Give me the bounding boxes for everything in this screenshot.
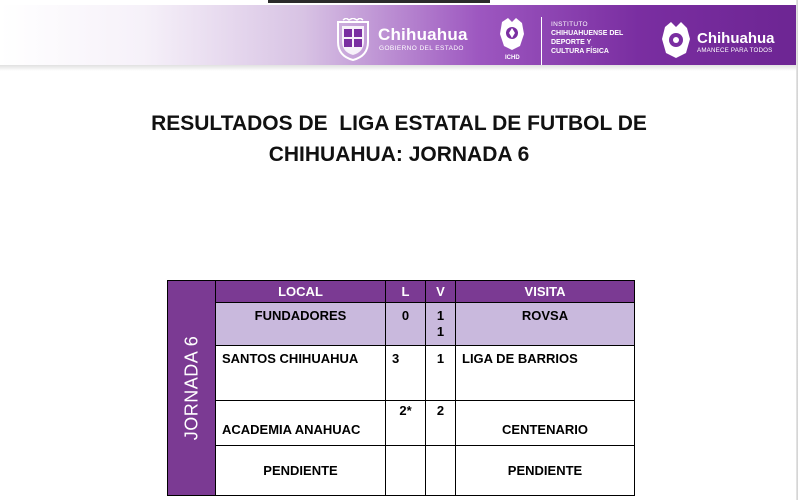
local-team: SANTOS CHIHUAHUA bbox=[216, 346, 386, 401]
ichd-abbreviation: ICHD bbox=[505, 55, 520, 61]
visitor-score bbox=[426, 303, 456, 346]
table-row bbox=[168, 346, 635, 401]
institute-line-4: CULTURA FÍSICA bbox=[551, 48, 609, 55]
visitor-team: PENDIENTE bbox=[456, 446, 635, 496]
local-score: 2* bbox=[386, 401, 426, 446]
page-title bbox=[0, 108, 798, 170]
visitor-score: 2 bbox=[426, 401, 456, 446]
brand-subtitle: GOBIERNO DEL ESTADO bbox=[379, 45, 464, 52]
table-row bbox=[168, 401, 635, 446]
institute-line-2: CHIHUAHUENSE DEL bbox=[551, 30, 624, 37]
header-shadow bbox=[0, 65, 798, 71]
page-title-line-2: CHIHUAHUA: JORNADA 6 bbox=[268, 143, 530, 166]
visitor-team: CENTENARIO bbox=[456, 401, 635, 446]
page-title-line-1: RESULTADOS DE LIGA ESTATAL DE FUTBOL DE bbox=[151, 112, 647, 135]
institute-line-1: INSTITUTO bbox=[551, 21, 588, 28]
local-score bbox=[386, 446, 426, 496]
header-v: V bbox=[426, 281, 456, 303]
window-top-tab bbox=[268, 0, 490, 3]
jornada-side-label-text: JORNADA 6 bbox=[181, 335, 201, 441]
local-team: PENDIENTE bbox=[216, 446, 386, 496]
local-score: 0 bbox=[386, 303, 426, 346]
brand2-name: Chihuahua bbox=[697, 30, 775, 47]
table-row bbox=[168, 446, 635, 496]
ichd-logo-icon bbox=[498, 16, 526, 52]
table-header-row bbox=[168, 281, 635, 303]
table-row bbox=[168, 303, 635, 346]
header-visita: VISITA bbox=[456, 281, 635, 303]
institute-name bbox=[551, 20, 623, 56]
visitor-score: 1 bbox=[426, 346, 456, 401]
local-team: FUNDADORES bbox=[216, 303, 386, 346]
brand2-subtitle: AMANECE PARA TODOS bbox=[697, 47, 773, 54]
visitor-team: ROVSA bbox=[456, 303, 635, 346]
visitor-score-line-2: 1 bbox=[436, 324, 445, 339]
header-divider bbox=[541, 17, 542, 65]
brand-name: Chihuahua bbox=[378, 25, 468, 44]
visitor-score-line-1: 1 bbox=[436, 308, 445, 323]
local-score: 3 bbox=[386, 346, 426, 401]
jornada-side-label bbox=[168, 281, 216, 496]
chihuahua-amanece-logo-icon bbox=[659, 19, 693, 61]
visitor-team: LIGA DE BARRIOS bbox=[456, 346, 635, 401]
results-table bbox=[167, 280, 635, 496]
header-banner bbox=[0, 5, 798, 65]
state-crest-icon bbox=[334, 18, 372, 62]
header-l: L bbox=[386, 281, 426, 303]
visitor-score bbox=[426, 446, 456, 496]
institute-line-3: DEPORTE Y bbox=[551, 39, 592, 46]
local-team: ACADEMIA ANAHUAC bbox=[216, 401, 386, 446]
header-local: LOCAL bbox=[216, 281, 386, 303]
